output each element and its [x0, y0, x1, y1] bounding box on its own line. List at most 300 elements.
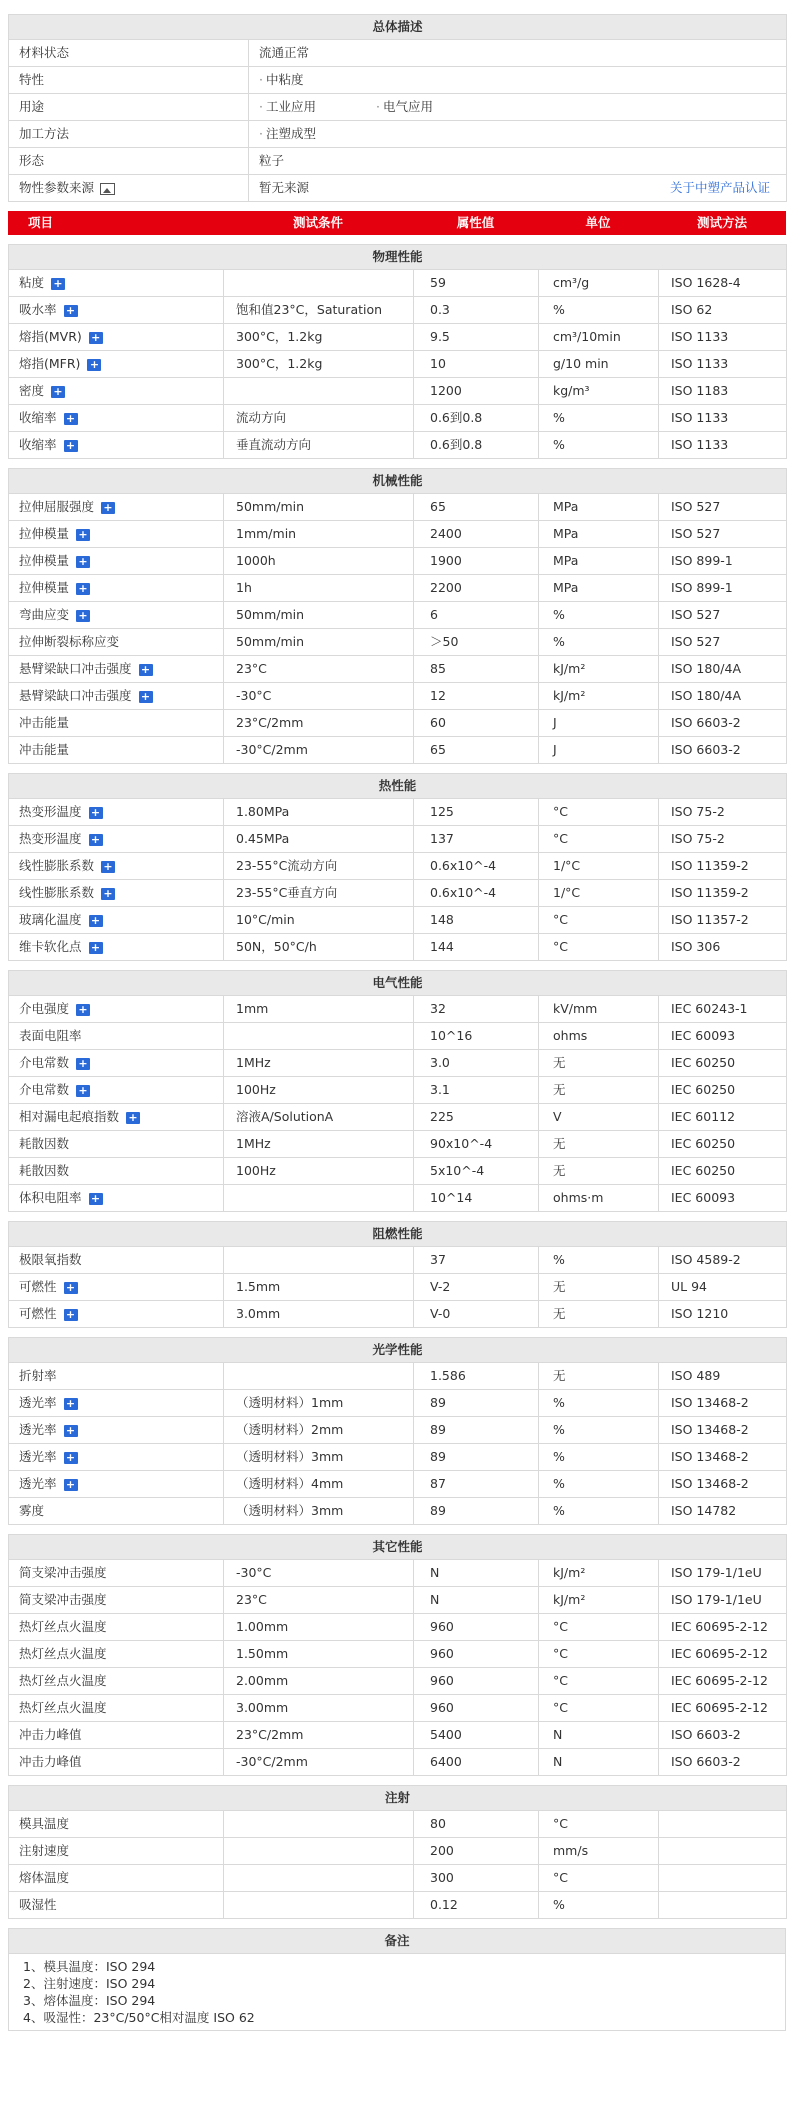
property-row — [9, 297, 787, 324]
section-title: 注射 — [9, 1786, 787, 1811]
property-unit: % — [539, 1247, 659, 1274]
test-condition: 1.50mm — [224, 1641, 414, 1668]
property-value: 960 — [414, 1668, 539, 1695]
test-condition: 0.45MPa — [224, 826, 414, 853]
property-row — [9, 1695, 787, 1722]
property-row — [9, 351, 787, 378]
property-name: 热变形温度 — [19, 804, 82, 819]
plus-square-icon[interactable]: + — [76, 529, 90, 541]
plus-square-icon[interactable]: + — [51, 278, 65, 290]
property-unit: kJ/m² — [539, 656, 659, 683]
plus-square-icon[interactable]: + — [101, 861, 115, 873]
plus-square-icon[interactable]: + — [64, 1282, 78, 1294]
property-row — [9, 1560, 787, 1587]
plus-square-icon[interactable]: + — [139, 691, 153, 703]
property-row — [9, 737, 787, 764]
property-name: 线性膨胀系数 — [19, 858, 95, 873]
general-table — [8, 14, 787, 202]
test-method: ISO 75-2 — [659, 799, 787, 826]
test-condition: 1MHz — [224, 1050, 414, 1077]
section-title: 物理性能 — [9, 245, 787, 270]
property-name: 拉伸断裂标称应变 — [19, 634, 120, 649]
test-condition: -30°C/2mm — [224, 737, 414, 764]
property-unit: °C — [539, 1614, 659, 1641]
property-value: 32 — [414, 996, 539, 1023]
property-row — [9, 1641, 787, 1668]
test-condition: 2.00mm — [224, 1668, 414, 1695]
test-method: ISO 4589-2 — [659, 1247, 787, 1274]
remarks-body — [9, 1954, 786, 2031]
property-row — [9, 1417, 787, 1444]
property-unit: 无 — [539, 1301, 659, 1328]
general-value — [249, 121, 787, 148]
property-unit: N — [539, 1749, 659, 1776]
test-method: ISO 11357-2 — [659, 907, 787, 934]
property-row — [9, 1158, 787, 1185]
property-name: 介电强度 — [19, 1001, 70, 1016]
property-name: 收缩率 — [19, 437, 57, 452]
test-condition — [224, 1811, 414, 1838]
property-name: 热灯丝点火温度 — [19, 1700, 107, 1715]
property-value: 87 — [414, 1471, 539, 1498]
property-name: 熔指(MFR) — [19, 356, 81, 371]
test-condition: 垂直流动方向 — [224, 432, 414, 459]
property-name-cell — [9, 1892, 224, 1919]
property-value: V-2 — [414, 1274, 539, 1301]
property-value: 12 — [414, 683, 539, 710]
section-table — [8, 1785, 787, 1919]
test-condition: 50mm/min — [224, 494, 414, 521]
property-unit: °C — [539, 1811, 659, 1838]
test-method: ISO 1133 — [659, 405, 787, 432]
test-method: ISO 527 — [659, 521, 787, 548]
test-condition: 50mm/min — [224, 629, 414, 656]
property-row — [9, 602, 787, 629]
property-unit: °C — [539, 1695, 659, 1722]
source-value-cell — [249, 175, 787, 202]
test-condition: -30°C — [224, 1560, 414, 1587]
property-unit: % — [539, 629, 659, 656]
property-name-cell — [9, 1131, 224, 1158]
property-name: 熔指(MVR) — [19, 329, 82, 344]
property-row — [9, 1811, 787, 1838]
section-table — [8, 773, 787, 961]
image-icon[interactable] — [100, 183, 115, 195]
test-condition: 流动方向 — [224, 405, 414, 432]
plus-square-icon[interactable]: + — [126, 1112, 140, 1124]
property-row — [9, 575, 787, 602]
header-value: 属性值 — [456, 215, 495, 230]
property-row — [9, 432, 787, 459]
property-name-cell — [9, 1838, 224, 1865]
property-row — [9, 934, 787, 961]
plus-square-icon[interactable]: + — [76, 583, 90, 595]
property-value: 960 — [414, 1641, 539, 1668]
property-row — [9, 683, 787, 710]
test-condition: 23°C — [224, 656, 414, 683]
test-method — [659, 1811, 787, 1838]
property-name-cell — [9, 683, 224, 710]
test-condition: 23°C/2mm — [224, 1722, 414, 1749]
property-value: 0.12 — [414, 1892, 539, 1919]
property-value: 0.6x10^-4 — [414, 853, 539, 880]
property-value: 89 — [414, 1417, 539, 1444]
property-name: 相对漏电起痕指数 — [19, 1109, 120, 1124]
property-name: 弯曲应变 — [19, 607, 70, 622]
property-name-cell — [9, 351, 224, 378]
property-unit: % — [539, 405, 659, 432]
plus-square-icon[interactable]: + — [51, 386, 65, 398]
test-condition: 1mm — [224, 996, 414, 1023]
property-value: N — [414, 1560, 539, 1587]
property-name-cell — [9, 710, 224, 737]
property-name-cell — [9, 494, 224, 521]
test-condition: （透明材料）3mm — [224, 1444, 414, 1471]
plus-square-icon[interactable]: + — [64, 440, 78, 452]
property-row — [9, 826, 787, 853]
property-name: 吸水率 — [19, 302, 57, 317]
test-condition — [224, 1023, 414, 1050]
property-unit: 无 — [539, 1050, 659, 1077]
test-method: ISO 11359-2 — [659, 880, 787, 907]
remark-line: 4、吸湿性：23°C/50°C相对温度 ISO 62 — [23, 2010, 255, 2025]
test-method: ISO 13468-2 — [659, 1444, 787, 1471]
property-name: 简支梁冲击强度 — [19, 1592, 107, 1607]
test-method: ISO 11359-2 — [659, 853, 787, 880]
property-unit: % — [539, 1892, 659, 1919]
certification-link[interactable]: 关于中塑产品认证 — [670, 180, 771, 195]
property-row — [9, 1077, 787, 1104]
property-row — [9, 1749, 787, 1776]
property-name-cell — [9, 1695, 224, 1722]
plus-square-icon[interactable]: + — [89, 834, 103, 846]
test-method: ISO 14782 — [659, 1498, 787, 1525]
property-value: 0.6x10^-4 — [414, 880, 539, 907]
section-table — [8, 1337, 787, 1525]
property-unit: 无 — [539, 1077, 659, 1104]
test-method: IEC 60250 — [659, 1131, 787, 1158]
property-row — [9, 880, 787, 907]
section-table — [8, 970, 787, 1212]
property-value: 137 — [414, 826, 539, 853]
plus-square-icon[interactable]: + — [76, 1058, 90, 1070]
property-name: 收缩率 — [19, 410, 57, 425]
plus-square-icon[interactable]: + — [89, 1193, 103, 1205]
plus-square-icon[interactable]: + — [89, 942, 103, 954]
section-title: 阻燃性能 — [9, 1222, 787, 1247]
property-row — [9, 405, 787, 432]
test-condition: 溶液A/SolutionA — [224, 1104, 414, 1131]
test-method: ISO 306 — [659, 934, 787, 961]
property-row — [9, 1301, 787, 1328]
property-value: 1200 — [414, 378, 539, 405]
property-name-cell — [9, 1077, 224, 1104]
property-value: 60 — [414, 710, 539, 737]
property-name-cell — [9, 799, 224, 826]
property-unit: % — [539, 602, 659, 629]
property-name: 透光率 — [19, 1422, 57, 1437]
property-row — [9, 1892, 787, 1919]
property-name-cell — [9, 297, 224, 324]
property-row — [9, 1865, 787, 1892]
property-value: 65 — [414, 737, 539, 764]
property-name: 冲击力峰值 — [19, 1727, 82, 1742]
header-item: 项目 — [28, 215, 54, 230]
property-row — [9, 1587, 787, 1614]
property-name-cell — [9, 1158, 224, 1185]
property-row — [9, 1131, 787, 1158]
plus-square-icon[interactable]: + — [89, 332, 103, 344]
remarks-title: 备注 — [9, 1929, 786, 1954]
test-condition: 10°C/min — [224, 907, 414, 934]
test-condition — [224, 378, 414, 405]
property-name: 吸湿性 — [19, 1897, 57, 1912]
plus-square-icon[interactable]: + — [64, 1398, 78, 1410]
test-condition — [224, 1865, 414, 1892]
plus-square-icon[interactable]: + — [89, 915, 103, 927]
plus-square-icon[interactable]: + — [101, 888, 115, 900]
property-name: 冲击力峰值 — [19, 1754, 82, 1769]
property-value: 1900 — [414, 548, 539, 575]
test-condition: （透明材料）1mm — [224, 1390, 414, 1417]
plus-square-icon[interactable]: + — [76, 1004, 90, 1016]
property-name: 线性膨胀系数 — [19, 885, 95, 900]
property-value: 6400 — [414, 1749, 539, 1776]
property-name: 可燃性 — [19, 1279, 57, 1294]
property-name-cell — [9, 1498, 224, 1525]
property-unit: MPa — [539, 548, 659, 575]
property-row — [9, 1274, 787, 1301]
section-table — [8, 1221, 787, 1328]
property-row — [9, 1104, 787, 1131]
property-value: 37 — [414, 1247, 539, 1274]
test-method: ISO 180/4A — [659, 683, 787, 710]
plus-square-icon[interactable]: + — [64, 1425, 78, 1437]
plus-square-icon[interactable]: + — [139, 664, 153, 676]
property-name-cell — [9, 1587, 224, 1614]
property-value: 0.6到0.8 — [414, 405, 539, 432]
property-row — [9, 710, 787, 737]
plus-square-icon[interactable]: + — [64, 1309, 78, 1321]
property-name-cell — [9, 656, 224, 683]
usage-item: 电气应用 — [382, 99, 433, 114]
test-condition — [224, 1363, 414, 1390]
test-condition: 3.00mm — [224, 1695, 414, 1722]
property-value: 10^14 — [414, 1185, 539, 1212]
section-title: 热性能 — [9, 774, 787, 799]
plus-square-icon[interactable]: + — [76, 610, 90, 622]
test-condition: 饱和值23°C，Saturation — [224, 297, 414, 324]
property-name: 模具温度 — [19, 1816, 70, 1831]
property-name: 密度 — [19, 383, 45, 398]
property-value: N — [414, 1587, 539, 1614]
property-value: 2200 — [414, 575, 539, 602]
property-unit: V — [539, 1104, 659, 1131]
property-unit: % — [539, 432, 659, 459]
property-unit: mm/s — [539, 1838, 659, 1865]
remark-line: 3、熔体温度：ISO 294 — [23, 1993, 156, 2008]
property-row — [9, 1390, 787, 1417]
property-name: 熔体温度 — [19, 1870, 70, 1885]
property-name-cell — [9, 1023, 224, 1050]
property-name: 介电常数 — [19, 1082, 70, 1097]
property-name: 悬臂梁缺口冲击强度 — [19, 661, 132, 676]
test-condition: 100Hz — [224, 1077, 414, 1104]
test-method: ISO 1628-4 — [659, 270, 787, 297]
property-name: 热灯丝点火温度 — [19, 1646, 107, 1661]
property-unit: MPa — [539, 575, 659, 602]
test-method: IEC 60250 — [659, 1050, 787, 1077]
property-name: 拉伸屈服强度 — [19, 499, 95, 514]
bullet-icon: · — [259, 99, 263, 114]
test-condition — [224, 1185, 414, 1212]
property-name: 冲击能量 — [19, 742, 70, 757]
property-name-cell — [9, 1865, 224, 1892]
property-name-cell — [9, 324, 224, 351]
test-condition: 300°C，1.2kg — [224, 324, 414, 351]
property-row — [9, 1247, 787, 1274]
property-row — [9, 1444, 787, 1471]
plus-square-icon[interactable]: + — [76, 556, 90, 568]
test-condition: 50mm/min — [224, 602, 414, 629]
general-label: 材料状态 — [9, 40, 249, 67]
test-condition: 1.80MPa — [224, 799, 414, 826]
property-value: 65 — [414, 494, 539, 521]
usage-item: 工业应用 — [265, 99, 316, 114]
property-name: 粘度 — [19, 275, 45, 290]
test-condition: 23-55°C垂直方向 — [224, 880, 414, 907]
property-unit: MPa — [539, 521, 659, 548]
general-value — [249, 94, 787, 121]
source-label-cell — [9, 175, 249, 202]
property-unit: 无 — [539, 1274, 659, 1301]
property-value: 6 — [414, 602, 539, 629]
test-condition: （透明材料）2mm — [224, 1417, 414, 1444]
property-row — [9, 1838, 787, 1865]
property-name-cell — [9, 737, 224, 764]
test-condition: （透明材料）4mm — [224, 1471, 414, 1498]
property-value: 0.6到0.8 — [414, 432, 539, 459]
test-method: ISO 6603-2 — [659, 737, 787, 764]
test-condition: 23°C/2mm — [224, 710, 414, 737]
property-name: 拉伸模量 — [19, 526, 70, 541]
test-condition: 100Hz — [224, 1158, 414, 1185]
property-name: 拉伸模量 — [19, 580, 70, 595]
plus-square-icon[interactable]: + — [64, 1479, 78, 1491]
property-name: 折射率 — [19, 1368, 57, 1383]
plus-square-icon[interactable]: + — [64, 305, 78, 317]
property-unit: °C — [539, 1668, 659, 1695]
header-method: 测试方法 — [696, 215, 747, 230]
plus-square-icon[interactable]: + — [87, 359, 101, 371]
test-condition: 50N，50°C/h — [224, 934, 414, 961]
property-name-cell — [9, 270, 224, 297]
property-name-cell — [9, 1363, 224, 1390]
property-name: 热变形温度 — [19, 831, 82, 846]
plus-square-icon[interactable]: + — [76, 1085, 90, 1097]
property-unit: 无 — [539, 1158, 659, 1185]
property-value: 89 — [414, 1498, 539, 1525]
property-row — [9, 907, 787, 934]
property-row — [9, 853, 787, 880]
plus-square-icon[interactable]: + — [64, 1452, 78, 1464]
property-name-cell — [9, 521, 224, 548]
plus-square-icon[interactable]: + — [101, 502, 115, 514]
property-unit: °C — [539, 1865, 659, 1892]
test-condition: 1mm/min — [224, 521, 414, 548]
property-name: 极限氧指数 — [19, 1252, 82, 1267]
test-method: ISO 180/4A — [659, 656, 787, 683]
property-name: 冲击能量 — [19, 715, 70, 730]
general-label: 用途 — [9, 94, 249, 121]
datasheet — [8, 14, 786, 2031]
general-value — [249, 67, 787, 94]
general-label: 加工方法 — [9, 121, 249, 148]
test-condition: 1.5mm — [224, 1274, 414, 1301]
plus-square-icon[interactable]: + — [64, 413, 78, 425]
property-name-cell — [9, 880, 224, 907]
property-name: 耗散因数 — [19, 1163, 70, 1178]
test-method: ISO 13468-2 — [659, 1471, 787, 1498]
property-name: 体积电阻率 — [19, 1190, 82, 1205]
test-condition: 1h — [224, 575, 414, 602]
property-unit: ohms — [539, 1023, 659, 1050]
test-method: ISO 1133 — [659, 324, 787, 351]
property-name-cell — [9, 1104, 224, 1131]
property-name: 耗散因数 — [19, 1136, 70, 1151]
property-name: 雾度 — [19, 1503, 45, 1518]
property-name-cell — [9, 575, 224, 602]
property-value: 960 — [414, 1695, 539, 1722]
process-item: 注塑成型 — [265, 126, 316, 141]
property-name: 透光率 — [19, 1476, 57, 1491]
property-name: 热灯丝点火温度 — [19, 1673, 107, 1688]
test-method: IEC 60695-2-12 — [659, 1695, 787, 1722]
property-unit: ohms·m — [539, 1185, 659, 1212]
property-name-cell — [9, 907, 224, 934]
property-name-cell — [9, 1722, 224, 1749]
bullet-icon: · — [376, 99, 380, 114]
property-unit: cm³/10min — [539, 324, 659, 351]
test-method: IEC 60250 — [659, 1077, 787, 1104]
test-method: IEC 60112 — [659, 1104, 787, 1131]
general-value: 流通正常 — [249, 40, 787, 67]
plus-square-icon[interactable]: + — [89, 807, 103, 819]
test-method: ISO 1210 — [659, 1301, 787, 1328]
test-method: ISO 13468-2 — [659, 1417, 787, 1444]
property-name: 悬臂梁缺口冲击强度 — [19, 688, 132, 703]
property-value: 125 — [414, 799, 539, 826]
property-row — [9, 378, 787, 405]
property-value: 3.0 — [414, 1050, 539, 1077]
property-row — [9, 1722, 787, 1749]
property-row — [9, 1471, 787, 1498]
test-method — [659, 1892, 787, 1919]
property-row — [9, 1614, 787, 1641]
property-value: 89 — [414, 1390, 539, 1417]
test-condition: 1MHz — [224, 1131, 414, 1158]
property-unit: N — [539, 1722, 659, 1749]
property-row — [9, 494, 787, 521]
property-name-cell — [9, 1390, 224, 1417]
property-name-cell — [9, 1668, 224, 1695]
property-name-cell — [9, 1614, 224, 1641]
property-row — [9, 324, 787, 351]
property-unit: °C — [539, 934, 659, 961]
property-name: 维卡软化点 — [19, 939, 82, 954]
property-unit: % — [539, 1444, 659, 1471]
property-row — [9, 1050, 787, 1077]
